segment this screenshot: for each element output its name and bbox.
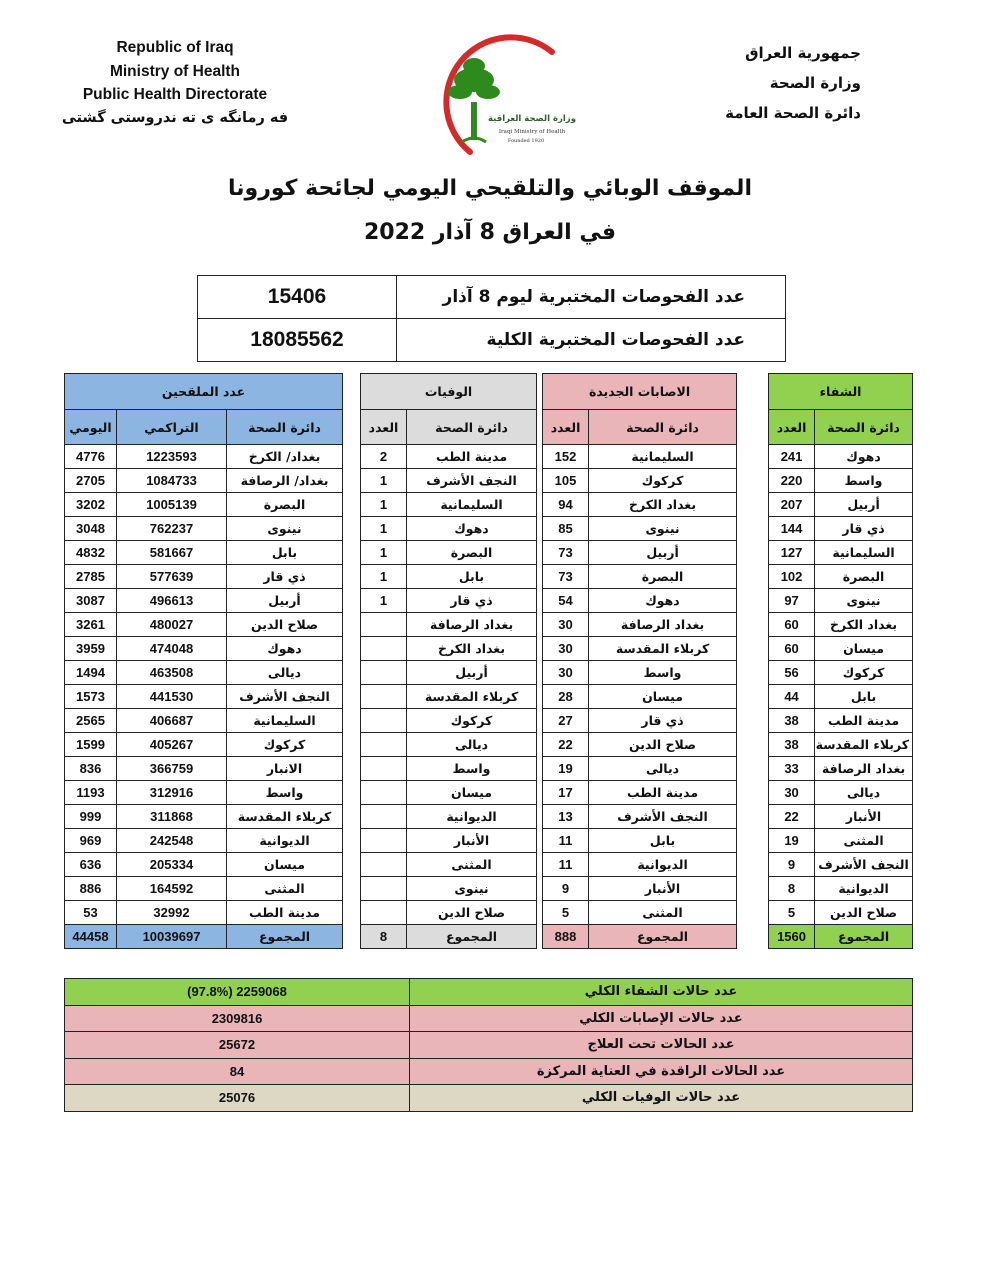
cell-vac-cumulative: 1223593	[117, 445, 227, 469]
table-row	[65, 445, 913, 469]
table-row	[65, 637, 913, 661]
table-row	[65, 901, 913, 925]
header-en-line-3: Public Health Directorate	[82, 86, 268, 103]
summary-row	[65, 1085, 913, 1112]
cell-rec-count: 8	[769, 877, 815, 901]
col-vac-daily: اليومي	[65, 410, 117, 445]
cell-vac-directorate: ديالى	[227, 661, 343, 685]
cell-new-count: 94	[543, 493, 589, 517]
section-header-row	[65, 374, 913, 410]
cell-rec-count: 207	[769, 493, 815, 517]
lab-tests-total-value: 18085562	[198, 319, 397, 362]
cell-new-count: 9	[543, 877, 589, 901]
cell-deaths-directorate: البصرة	[407, 541, 537, 565]
lab-tests-total-row	[198, 319, 786, 362]
summary-value: 25672	[65, 1032, 410, 1059]
cell-new-directorate: بغداد الكرخ	[589, 493, 737, 517]
covid-stats-table	[64, 373, 913, 949]
summary-row	[65, 1005, 913, 1032]
cell-rec-directorate: بابل	[815, 685, 913, 709]
cell-deaths-count	[361, 733, 407, 757]
cell-vac-daily: 3261	[65, 613, 117, 637]
cell-vac-daily: 3087	[65, 589, 117, 613]
lab-tests-total-label: عدد الفحوصات المختبرية الكلية	[397, 319, 786, 362]
cell-rec-count: 38	[769, 709, 815, 733]
cell-vac-cumulative: 406687	[117, 709, 227, 733]
cell-rec-directorate: مدينة الطب	[815, 709, 913, 733]
cell-deaths-directorate: الديوانية	[407, 805, 537, 829]
header-en-line-2: Ministry of Health	[109, 62, 241, 80]
cell-deaths-directorate: دهوك	[407, 517, 537, 541]
lab-tests-daily-value: 15406	[198, 276, 397, 319]
cell-vac-directorate: البصرة	[227, 493, 343, 517]
table-row	[65, 661, 913, 685]
cell-vac-daily: 53	[65, 901, 117, 925]
cell-vac-cumulative: 581667	[117, 541, 227, 565]
cell-vac-cumulative: 405267	[117, 733, 227, 757]
header-english	[60, 36, 290, 130]
header-ar-line-3: دائرة الصحة العامة	[725, 104, 861, 122]
summary-label: عدد الحالات تحت العلاج	[410, 1032, 913, 1059]
cell-vac-directorate: ميسان	[227, 853, 343, 877]
cell-vac-directorate: واسط	[227, 781, 343, 805]
cell-vac-daily: 1573	[65, 685, 117, 709]
cell-new-count: 85	[543, 517, 589, 541]
cell-deaths-directorate: مدينة الطب	[407, 445, 537, 469]
lab-tests-daily-label: عدد الفحوصات المختبرية ليوم 8 آذار	[397, 276, 786, 319]
cell-vac-cumulative: 312916	[117, 781, 227, 805]
cell-vac-daily: 3048	[65, 517, 117, 541]
summary-label: عدد حالات الوفيات الكلي	[410, 1085, 913, 1112]
lab-tests-table	[197, 275, 786, 362]
cell-vac-directorate: مدينة الطب	[227, 901, 343, 925]
col-new-count: العدد	[543, 410, 589, 445]
cell-new-directorate: بابل	[589, 829, 737, 853]
cell-rec-directorate: بغداد الكرخ	[815, 613, 913, 637]
col-deaths-directorate: دائرة الصحة	[407, 410, 537, 445]
cell-deaths-count	[361, 853, 407, 877]
col-vac-directorate: دائرة الصحة	[227, 410, 343, 445]
cell-vac-daily: 886	[65, 877, 117, 901]
cell-deaths-count: 1	[361, 565, 407, 589]
cell-deaths-directorate: بغداد الكرخ	[407, 637, 537, 661]
ministry-logo-icon	[412, 22, 576, 162]
cell-rec-count: 220	[769, 469, 815, 493]
total-vac-label: المجموع	[227, 925, 343, 949]
cell-vac-directorate: النجف الأشرف	[227, 685, 343, 709]
cell-vac-daily: 969	[65, 829, 117, 853]
col-vac-cumulative: التراكمي	[117, 410, 227, 445]
cell-vac-directorate: دهوك	[227, 637, 343, 661]
total-rec-label: المجموع	[815, 925, 913, 949]
total-deaths-label: المجموع	[407, 925, 537, 949]
cell-vac-cumulative: 480027	[117, 613, 227, 637]
cell-deaths-directorate: أربيل	[407, 661, 537, 685]
cell-rec-directorate: ميسان	[815, 637, 913, 661]
summary-table	[64, 978, 913, 1112]
table-row	[65, 853, 913, 877]
cell-new-directorate: المثنى	[589, 901, 737, 925]
cell-deaths-directorate: ديالى	[407, 733, 537, 757]
table-row	[65, 589, 913, 613]
table-row	[65, 805, 913, 829]
cell-vac-directorate: ذي قار	[227, 565, 343, 589]
total-deaths: 8	[361, 925, 407, 949]
totals-row	[65, 925, 913, 949]
summary-row	[65, 1032, 913, 1059]
cell-new-directorate: ميسان	[589, 685, 737, 709]
summary-row	[65, 1058, 913, 1085]
cell-rec-count: 97	[769, 589, 815, 613]
cell-vac-directorate: بغداد/ الرصافة	[227, 469, 343, 493]
cell-rec-directorate: المثنى	[815, 829, 913, 853]
table-row	[65, 781, 913, 805]
cell-vac-daily: 3202	[65, 493, 117, 517]
cell-deaths-directorate: كربلاء المقدسة	[407, 685, 537, 709]
header-ar-line-2: وزارة الصحة	[769, 74, 861, 92]
cell-rec-directorate: الديوانية	[815, 877, 913, 901]
cell-deaths-count	[361, 661, 407, 685]
table-row	[65, 613, 913, 637]
cell-vac-directorate: بابل	[227, 541, 343, 565]
cell-vac-cumulative: 762237	[117, 517, 227, 541]
cell-vac-daily: 1599	[65, 733, 117, 757]
cell-vac-directorate: بغداد/ الكرخ	[227, 445, 343, 469]
cell-vac-cumulative: 205334	[117, 853, 227, 877]
cell-vac-cumulative: 1005139	[117, 493, 227, 517]
logo-text-founded: Founded 1920	[507, 138, 545, 144]
header-ar-line-1: جمهورية العراق	[745, 44, 861, 62]
cell-rec-count: 9	[769, 853, 815, 877]
cell-vac-cumulative: 32992	[117, 901, 227, 925]
cell-vac-cumulative: 366759	[117, 757, 227, 781]
cell-vac-cumulative: 164592	[117, 877, 227, 901]
cell-deaths-count: 1	[361, 589, 407, 613]
cell-new-directorate: بغداد الرصافة	[589, 613, 737, 637]
cell-vac-cumulative: 474048	[117, 637, 227, 661]
cell-deaths-count	[361, 805, 407, 829]
summary-label: عدد حالات الشفاء الكلي	[410, 979, 913, 1006]
cell-rec-directorate: نينوى	[815, 589, 913, 613]
cell-vac-directorate: الانبار	[227, 757, 343, 781]
cell-rec-directorate: النجف الأشرف	[815, 853, 913, 877]
cell-rec-directorate: كربلاء المقدسة	[815, 733, 913, 757]
cell-deaths-count	[361, 829, 407, 853]
cell-vac-daily: 4776	[65, 445, 117, 469]
cell-deaths-directorate: بابل	[407, 565, 537, 589]
table-row	[65, 541, 913, 565]
cell-deaths-count	[361, 781, 407, 805]
cell-rec-directorate: ديالى	[815, 781, 913, 805]
cell-new-count: 19	[543, 757, 589, 781]
cell-deaths-directorate: نينوى	[407, 877, 537, 901]
cell-new-directorate: السليمانية	[589, 445, 737, 469]
table-row	[65, 733, 913, 757]
cell-rec-directorate: دهوك	[815, 445, 913, 469]
header-en-line-4: فه رمانگه ی ته ندروستی گشتی	[61, 109, 289, 126]
cell-new-count: 11	[543, 853, 589, 877]
cell-deaths-directorate: واسط	[407, 757, 537, 781]
cell-vac-cumulative: 463508	[117, 661, 227, 685]
table-row	[65, 469, 913, 493]
cell-rec-count: 5	[769, 901, 815, 925]
cell-rec-count: 30	[769, 781, 815, 805]
ministry-logo	[412, 22, 576, 162]
cell-rec-count: 44	[769, 685, 815, 709]
total-new-label: المجموع	[589, 925, 737, 949]
cell-rec-count: 102	[769, 565, 815, 589]
cell-vac-directorate: الديوانية	[227, 829, 343, 853]
cell-deaths-count: 1	[361, 469, 407, 493]
cell-rec-directorate: البصرة	[815, 565, 913, 589]
cell-new-count: 13	[543, 805, 589, 829]
cell-vac-daily: 999	[65, 805, 117, 829]
cell-deaths-count	[361, 757, 407, 781]
cell-rec-count: 60	[769, 613, 815, 637]
cell-deaths-directorate: ميسان	[407, 781, 537, 805]
cell-new-directorate: ديالى	[589, 757, 737, 781]
cell-new-directorate: أربيل	[589, 541, 737, 565]
cell-deaths-count	[361, 613, 407, 637]
table-row	[65, 517, 913, 541]
cell-new-count: 30	[543, 661, 589, 685]
cell-deaths-count: 1	[361, 517, 407, 541]
cell-deaths-count	[361, 901, 407, 925]
cell-vac-daily: 836	[65, 757, 117, 781]
total-vac-daily: 44458	[65, 925, 117, 949]
cell-deaths-directorate: بغداد الرصافة	[407, 613, 537, 637]
cell-new-directorate: كربلاء المقدسة	[589, 637, 737, 661]
cell-rec-count: 60	[769, 637, 815, 661]
cell-new-count: 73	[543, 565, 589, 589]
summary-value: 84	[65, 1058, 410, 1085]
header-arabic	[725, 38, 861, 128]
table-row	[65, 565, 913, 589]
cell-rec-directorate: صلاح الدين	[815, 901, 913, 925]
cell-vac-directorate: المثنى	[227, 877, 343, 901]
cell-deaths-directorate: المثنى	[407, 853, 537, 877]
cell-new-count: 27	[543, 709, 589, 733]
cell-new-directorate: النجف الأشرف	[589, 805, 737, 829]
section-vaccinated: عدد الملقحين	[65, 374, 343, 410]
cell-vac-daily: 4832	[65, 541, 117, 565]
cell-new-count: 11	[543, 829, 589, 853]
column-header-row	[65, 410, 913, 445]
col-deaths-count: العدد	[361, 410, 407, 445]
cell-new-count: 54	[543, 589, 589, 613]
cell-rec-directorate: ذي قار	[815, 517, 913, 541]
cell-vac-cumulative: 311868	[117, 805, 227, 829]
cell-new-count: 30	[543, 613, 589, 637]
cell-deaths-directorate: السليمانية	[407, 493, 537, 517]
cell-new-directorate: واسط	[589, 661, 737, 685]
cell-rec-directorate: أربيل	[815, 493, 913, 517]
cell-vac-daily: 636	[65, 853, 117, 877]
cell-vac-directorate: نينوى	[227, 517, 343, 541]
cell-vac-directorate: صلاح الدين	[227, 613, 343, 637]
cell-new-count: 5	[543, 901, 589, 925]
table-row	[65, 685, 913, 709]
lab-tests-daily-row	[198, 276, 786, 319]
col-rec-directorate: دائرة الصحة	[815, 410, 913, 445]
cell-deaths-directorate: صلاح الدين	[407, 901, 537, 925]
cell-deaths-directorate: ذي قار	[407, 589, 537, 613]
cell-vac-daily: 1193	[65, 781, 117, 805]
cell-vac-directorate: كربلاء المقدسة	[227, 805, 343, 829]
summary-row	[65, 979, 913, 1006]
cell-rec-directorate: الأنبار	[815, 805, 913, 829]
cell-vac-cumulative: 441530	[117, 685, 227, 709]
summary-value: 2309816	[65, 1005, 410, 1032]
cell-new-directorate: كركوك	[589, 469, 737, 493]
cell-rec-count: 19	[769, 829, 815, 853]
cell-new-directorate: البصرة	[589, 565, 737, 589]
cell-deaths-count: 2	[361, 445, 407, 469]
cell-vac-cumulative: 1084733	[117, 469, 227, 493]
cell-vac-directorate: أربيل	[227, 589, 343, 613]
cell-new-count: 17	[543, 781, 589, 805]
cell-vac-cumulative: 577639	[117, 565, 227, 589]
cell-new-count: 30	[543, 637, 589, 661]
cell-deaths-count	[361, 877, 407, 901]
cell-new-count: 28	[543, 685, 589, 709]
cell-vac-daily: 2705	[65, 469, 117, 493]
cell-deaths-count	[361, 709, 407, 733]
section-recovered: الشفاء	[769, 374, 913, 410]
cell-new-count: 105	[543, 469, 589, 493]
header-en-line-1: Republic of Iraq	[116, 39, 234, 56]
cell-new-directorate: الديوانية	[589, 853, 737, 877]
cell-deaths-count: 1	[361, 541, 407, 565]
cell-deaths-directorate: كركوك	[407, 709, 537, 733]
cell-deaths-count: 1	[361, 493, 407, 517]
cell-deaths-directorate: النجف الأشرف	[407, 469, 537, 493]
summary-label: عدد الحالات الراقدة في العناية المركزة	[410, 1058, 913, 1085]
cell-vac-directorate: السليمانية	[227, 709, 343, 733]
cell-rec-directorate: بغداد الرصافة	[815, 757, 913, 781]
cell-new-directorate: ذي قار	[589, 709, 737, 733]
cell-new-count: 73	[543, 541, 589, 565]
cell-vac-cumulative: 496613	[117, 589, 227, 613]
cell-rec-count: 144	[769, 517, 815, 541]
col-rec-count: العدد	[769, 410, 815, 445]
logo-text-en: Iraqi Ministry of Health	[498, 129, 566, 135]
cell-rec-directorate: كركوك	[815, 661, 913, 685]
logo-text-ar: وزارة الصحة العراقية	[488, 114, 576, 124]
col-new-directorate: دائرة الصحة	[589, 410, 737, 445]
summary-value: 25076	[65, 1085, 410, 1112]
total-new-cases: 888	[543, 925, 589, 949]
cell-rec-count: 127	[769, 541, 815, 565]
cell-vac-daily: 1494	[65, 661, 117, 685]
table-row	[65, 757, 913, 781]
cell-rec-count: 56	[769, 661, 815, 685]
cell-vac-daily: 3959	[65, 637, 117, 661]
cell-vac-cumulative: 242548	[117, 829, 227, 853]
total-recovered: 1560	[769, 925, 815, 949]
cell-vac-directorate: كركوك	[227, 733, 343, 757]
cell-new-directorate: الأنبار	[589, 877, 737, 901]
cell-new-count: 22	[543, 733, 589, 757]
section-new-cases: الاصابات الجديدة	[543, 374, 737, 410]
cell-new-directorate: صلاح الدين	[589, 733, 737, 757]
cell-vac-daily: 2785	[65, 565, 117, 589]
summary-label: عدد حالات الإصابات الكلي	[410, 1005, 913, 1032]
page-title-line-2: في العراق 8 آذار 2022	[363, 220, 616, 245]
cell-new-directorate: نينوى	[589, 517, 737, 541]
cell-rec-directorate: السليمانية	[815, 541, 913, 565]
cell-rec-count: 22	[769, 805, 815, 829]
cell-deaths-directorate: الأنبار	[407, 829, 537, 853]
cell-new-directorate: دهوك	[589, 589, 737, 613]
table-row	[65, 877, 913, 901]
summary-value: 2259068 (97.8%)	[65, 979, 410, 1006]
cell-rec-count: 241	[769, 445, 815, 469]
section-deaths: الوفيات	[361, 374, 537, 410]
cell-rec-count: 38	[769, 733, 815, 757]
total-vac-cumulative: 10039697	[117, 925, 227, 949]
table-row	[65, 493, 913, 517]
cell-vac-daily: 2565	[65, 709, 117, 733]
page-title-line-1: الموقف الوبائي والتلقيحي اليومي لجائحة كورونا	[228, 176, 752, 201]
cell-rec-count: 33	[769, 757, 815, 781]
table-row	[65, 829, 913, 853]
cell-new-directorate: مدينة الطب	[589, 781, 737, 805]
cell-deaths-count	[361, 637, 407, 661]
cell-new-count: 152	[543, 445, 589, 469]
cell-deaths-count	[361, 685, 407, 709]
cell-rec-directorate: واسط	[815, 469, 913, 493]
table-row	[65, 709, 913, 733]
